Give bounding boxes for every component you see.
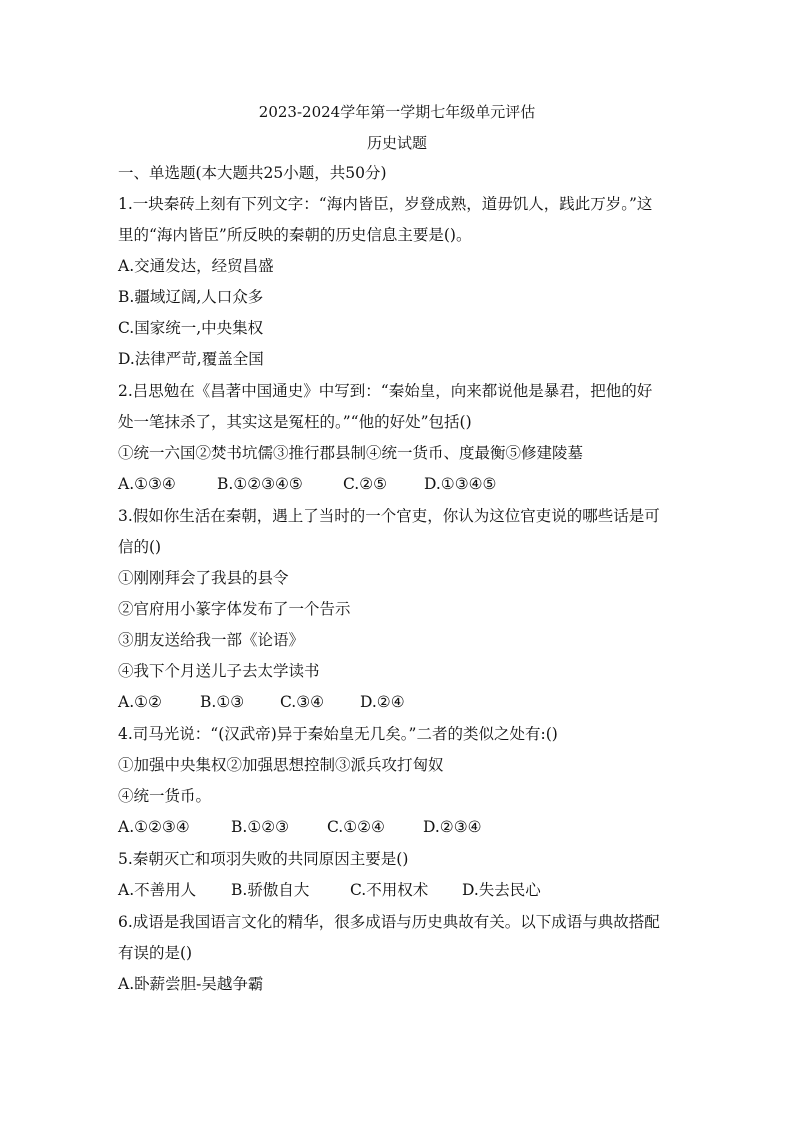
question-3-option-a: A.①② (118, 693, 162, 711)
question-6-option-a: A.卧薪尝胆-吴越争霸 (118, 975, 264, 993)
exam-title: 2023-2024学年第一学期七年级单元评估 (258, 103, 536, 121)
question-6-stem-line-1: 6.成语是我国语言文化的精华，很多成语与历史典故有关。以下成语与典故搭配 (118, 913, 660, 931)
question-5-option-b: B.骄傲自大 (231, 881, 310, 899)
question-4-option-c: C.①②④ (327, 818, 385, 836)
question-4-items-line-1: ①加强中央集权②加强思想控制③派兵攻打匈奴 (118, 756, 444, 774)
question-3-option-b: B.①③ (200, 693, 245, 711)
question-2-stem-line-1: 2.吕思勉在《昌著中国通史》中写到：“秦始皇，向来都说他是暴君，把他的好 (118, 382, 653, 400)
question-4-option-d: D.②③④ (423, 818, 482, 836)
question-3-options (118, 691, 688, 713)
question-5-option-d: D.失去民心 (462, 881, 541, 899)
exam-subject: 历史试题 (366, 134, 427, 152)
question-1-option-c: C.国家统一,中央集权 (118, 319, 264, 337)
question-5-options (118, 879, 688, 901)
question-2-option-d: D.①③④⑤ (424, 475, 497, 493)
question-5-option-a: A.不善用人 (118, 881, 197, 899)
question-3-item-1: ①刚刚拜会了我县的县令 (118, 569, 289, 587)
question-3-item-2: ②官府用小篆字体发布了一个告示 (118, 600, 351, 618)
question-5-option-c: C.不用权术 (350, 881, 429, 899)
question-2-options (118, 473, 688, 495)
question-4-items-line-2: ④统一货币。 (118, 787, 212, 805)
question-3-option-c: C.③④ (280, 693, 325, 711)
question-6-stem-line-2: 有误的是() (118, 944, 193, 962)
question-3-stem-line-2: 信的() (118, 538, 162, 556)
question-4-option-b: B.①②③ (231, 818, 290, 836)
question-3-item-3: ③朋友送给我一部《论语》 (118, 631, 305, 649)
question-2-option-b: B.①②③④⑤ (217, 475, 303, 493)
question-3-item-4: ④我下个月送儿子去太学读书 (118, 662, 320, 680)
question-4-stem: 4.司马光说：“(汉武帝)异于秦始皇无几矣。”二者的类似之处有:() (118, 725, 558, 743)
question-5-stem: 5.秦朝灭亡和项羽失败的共同原因主要是() (118, 850, 409, 868)
question-3-stem-line-1: 3.假如你生活在秦朝，遇上了当时的一个官吏，你认为这位官吏说的哪些话是可 (118, 507, 660, 525)
question-2-items: ①统一六国②焚书坑儒③推行郡县制④统一货币、度最衡⑤修建陵墓 (118, 444, 584, 462)
question-4-option-a: A.①②③④ (118, 818, 190, 836)
section-heading: 一、单选题(本大题共25小题，共50分) (118, 164, 387, 182)
question-1-stem-line-2: 里的“海内皆臣”所反映的秦朝的历史信息主要是()。 (118, 226, 472, 244)
question-4-options (118, 816, 688, 838)
question-2-stem-line-2: 处一笔抹杀了，其实这是冤枉的。”“他的好处”包括() (118, 413, 472, 431)
question-1-option-b: B.疆域辽阔,人口众多 (118, 288, 264, 306)
question-1-option-a: A.交通发达，经贸昌盛 (118, 257, 274, 275)
question-1-option-d: D.法律严苛,覆盖全国 (118, 350, 264, 368)
question-1-stem-line-1: 1.一块秦砖上刻有下列文字：“海内皆臣，岁登成熟，道毋饥人，践此万岁。”这 (118, 195, 653, 213)
question-2-option-a: A.①③④ (118, 475, 176, 493)
question-3-option-d: D.②④ (360, 693, 405, 711)
question-2-option-c: C.②⑤ (343, 475, 388, 493)
